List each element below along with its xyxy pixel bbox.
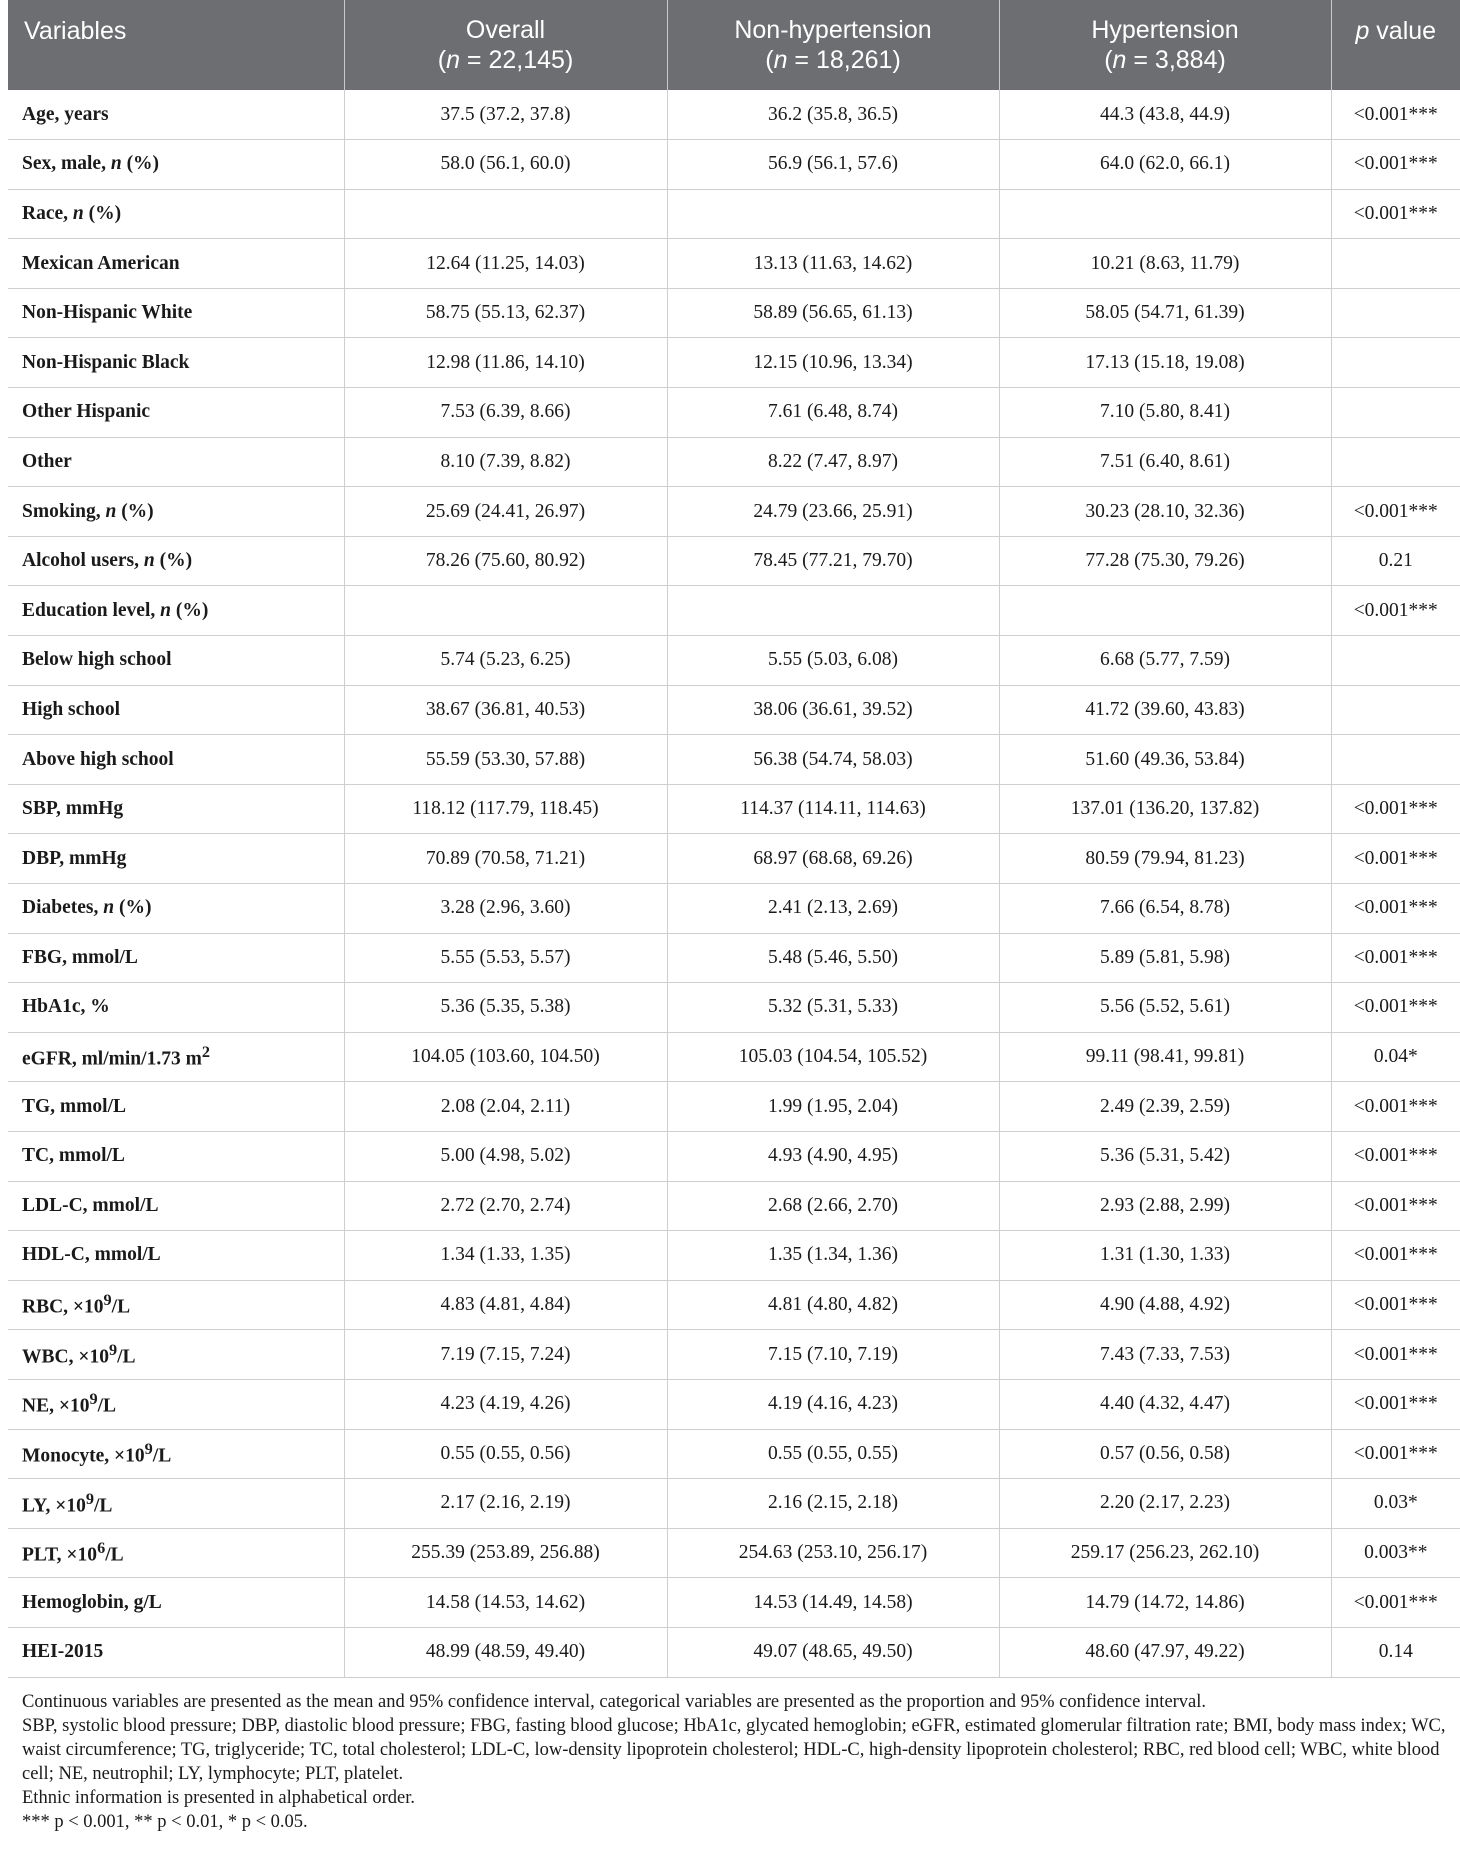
header-p-value: [1331, 0, 1460, 90]
table-row: [8, 1627, 1460, 1677]
cell-non-hypertension: 49.07 (48.65, 49.50): [667, 1627, 999, 1677]
row-label-text: Above high school: [22, 748, 174, 770]
row-label: [8, 536, 344, 586]
table-row: [8, 1131, 1460, 1181]
row-label-text: FBG, mmol/L: [22, 946, 138, 968]
cell-non-hypertension: 56.9 (56.1, 57.6): [667, 140, 999, 190]
cell-overall: 2.08 (2.04, 2.11): [344, 1082, 667, 1132]
row-label: [8, 586, 344, 636]
row-label-text: Smoking,: [22, 500, 106, 522]
row-label: [8, 983, 344, 1033]
cell-non-hypertension: 56.38 (54.74, 58.03): [667, 735, 999, 785]
cell-overall: 5.74 (5.23, 6.25): [344, 636, 667, 686]
cell-non-hypertension: 1.35 (1.34, 1.36): [667, 1231, 999, 1281]
row-label-text: Non-Hispanic Black: [22, 351, 190, 373]
cell-non-hypertension: [667, 189, 999, 239]
row-label-text: LY, ×10: [22, 1495, 86, 1517]
cell-p-value: <0.001***: [1331, 933, 1460, 983]
row-label-text: eGFR, ml/min/1.73 m: [22, 1048, 202, 1070]
cell-hypertension: 99.11 (98.41, 99.81): [999, 1032, 1331, 1082]
cell-non-hypertension: 5.55 (5.03, 6.08): [667, 636, 999, 686]
header-p-rest: value: [1369, 17, 1437, 45]
cell-hypertension: 7.66 (6.54, 8.78): [999, 884, 1331, 934]
cell-overall: 255.39 (253.89, 256.88): [344, 1528, 667, 1578]
footnote: *** p < 0.001, ** p < 0.01, * p < 0.05.: [22, 1811, 308, 1832]
cell-hypertension: 1.31 (1.30, 1.33): [999, 1231, 1331, 1281]
row-label-superscript: 9: [85, 1489, 94, 1508]
cell-overall: 118.12 (117.79, 118.45): [344, 784, 667, 834]
row-label: [8, 933, 344, 983]
cell-non-hypertension: 12.15 (10.96, 13.34): [667, 338, 999, 388]
cell-hypertension: 137.01 (136.20, 137.82): [999, 784, 1331, 834]
cell-overall: 3.28 (2.96, 3.60): [344, 884, 667, 934]
row-label: [8, 338, 344, 388]
cell-p-value: <0.001***: [1331, 90, 1460, 140]
row-label-suffix: (%): [154, 550, 193, 572]
cell-hypertension: 30.23 (28.10, 32.36): [999, 487, 1331, 537]
cell-overall: 4.83 (4.81, 4.84): [344, 1280, 667, 1330]
cell-non-hypertension: 7.15 (7.10, 7.19): [667, 1330, 999, 1380]
row-label: [8, 1578, 344, 1628]
table-row: [8, 437, 1460, 487]
cell-hypertension: 41.72 (39.60, 43.83): [999, 685, 1331, 735]
table-row: [8, 388, 1460, 438]
header-nonhyp-n-label: n: [773, 46, 788, 74]
row-label-text: Below high school: [22, 649, 172, 671]
cell-hypertension: 10.21 (8.63, 11.79): [999, 239, 1331, 289]
cell-hypertension: 2.93 (2.88, 2.99): [999, 1181, 1331, 1231]
table-row: [8, 140, 1460, 190]
table-row: [8, 933, 1460, 983]
row-label-unit: /L: [97, 1395, 117, 1417]
footnote: SBP, systolic blood pressure; DBP, diastolic blood pressure; FBG, fasting blood glucose; HbA1c, glycated hemoglobin; eGFR, estimated glomerular filtration rate; BMI, body mass index; WC, waist circumference; TG, triglyceride; TC, total cholesterol; LDL-C, low-density lipoprotein cholesterol; HDL-C, high-density lipoprotein cholesterol; RBC, red blood cell; WBC, white blood cell; NE, neutrophil; LY, lymphocyte; PLT, platelet.: [22, 1715, 1446, 1784]
row-label: [8, 784, 344, 834]
table-row: [8, 288, 1460, 338]
cell-non-hypertension: 8.22 (7.47, 8.97): [667, 437, 999, 487]
row-label-superscript: 9: [103, 1291, 112, 1310]
cell-hypertension: 80.59 (79.94, 81.23): [999, 834, 1331, 884]
row-label-italic: n: [110, 153, 122, 175]
cell-p-value: [1331, 239, 1460, 289]
row-label-text: Education level,: [22, 599, 161, 621]
cell-overall: [344, 189, 667, 239]
cell-hypertension: 259.17 (256.23, 262.10): [999, 1528, 1331, 1578]
row-label-superscript: 6: [97, 1539, 106, 1558]
cell-p-value: <0.001***: [1331, 834, 1460, 884]
cell-non-hypertension: 4.81 (4.80, 4.82): [667, 1280, 999, 1330]
table-row: [8, 983, 1460, 1033]
row-label-text: Monocyte, ×10: [22, 1445, 145, 1467]
table-row: [8, 487, 1460, 537]
table-footnotes: [8, 1678, 1460, 1834]
cell-p-value: <0.001***: [1331, 487, 1460, 537]
row-label: [8, 1379, 344, 1429]
header-nonhyp-n: (n = 18,261): [765, 46, 901, 74]
row-label-text: RBC, ×10: [22, 1296, 104, 1318]
cell-overall: 48.99 (48.59, 49.40): [344, 1627, 667, 1677]
cell-p-value: [1331, 288, 1460, 338]
cell-non-hypertension: 4.93 (4.90, 4.95): [667, 1131, 999, 1181]
cell-overall: 55.59 (53.30, 57.88): [344, 735, 667, 785]
cell-p-value: [1331, 636, 1460, 686]
row-label-text: SBP, mmHg: [22, 798, 124, 820]
cell-p-value: [1331, 437, 1460, 487]
table-row: [8, 189, 1460, 239]
cell-p-value: <0.001***: [1331, 1429, 1460, 1479]
cell-overall: 5.36 (5.35, 5.38): [344, 983, 667, 1033]
row-label-unit: /L: [94, 1495, 113, 1517]
cell-p-value: 0.03*: [1331, 1479, 1460, 1529]
cell-hypertension: 4.90 (4.88, 4.92): [999, 1280, 1331, 1330]
header-overall-n: (n = 22,145): [437, 46, 574, 74]
cell-overall: 14.58 (14.53, 14.62): [344, 1578, 667, 1628]
row-label-text: Other: [22, 450, 72, 472]
data-table: [8, 0, 1460, 1678]
cell-non-hypertension: 78.45 (77.21, 79.70): [667, 536, 999, 586]
cell-hypertension: 44.3 (43.8, 44.9): [999, 90, 1331, 140]
header-p-label: p: [1355, 17, 1370, 45]
cell-non-hypertension: 38.06 (36.61, 39.52): [667, 685, 999, 735]
cell-non-hypertension: 24.79 (23.66, 25.91): [667, 487, 999, 537]
row-label-text: HDL-C, mmol/L: [22, 1244, 161, 1266]
cell-hypertension: 5.56 (5.52, 5.61): [999, 983, 1331, 1033]
header-nonhyp-n-value: = 18,261: [787, 46, 893, 74]
cell-hypertension: 51.60 (49.36, 53.84): [999, 735, 1331, 785]
cell-p-value: <0.001***: [1331, 1181, 1460, 1231]
cell-non-hypertension: 5.48 (5.46, 5.50): [667, 933, 999, 983]
cell-hypertension: 5.36 (5.31, 5.42): [999, 1131, 1331, 1181]
cell-hypertension: 2.49 (2.39, 2.59): [999, 1082, 1331, 1132]
row-label: [8, 437, 344, 487]
row-label-suffix: (%): [116, 500, 154, 522]
cell-hypertension: 48.60 (47.97, 49.22): [999, 1627, 1331, 1677]
row-label: [8, 140, 344, 190]
cell-overall: 37.5 (37.2, 37.8): [344, 90, 667, 140]
row-label-superscript: 9: [89, 1390, 98, 1409]
row-label-text: Hemoglobin, g/L: [22, 1591, 162, 1613]
header-overall-n-label: n: [446, 46, 460, 74]
cell-hypertension: 2.20 (2.17, 2.23): [999, 1479, 1331, 1529]
table-row: [8, 884, 1460, 934]
cell-overall: 58.0 (56.1, 60.0): [344, 140, 667, 190]
cell-hypertension: 6.68 (5.77, 7.59): [999, 636, 1331, 686]
footnote: Ethnic information is presented in alphabetical order.: [22, 1787, 415, 1808]
header-hyp-n: (n = 3,884): [1104, 46, 1226, 74]
cell-p-value: <0.001***: [1331, 1131, 1460, 1181]
cell-hypertension: 4.40 (4.32, 4.47): [999, 1379, 1331, 1429]
cell-hypertension: 17.13 (15.18, 19.08): [999, 338, 1331, 388]
cell-non-hypertension: 2.68 (2.66, 2.70): [667, 1181, 999, 1231]
row-label-italic: n: [160, 599, 171, 621]
header-hyp-n-label: n: [1112, 46, 1127, 74]
cell-overall: 4.23 (4.19, 4.26): [344, 1379, 667, 1429]
cell-overall: 70.89 (70.58, 71.21): [344, 834, 667, 884]
row-label: [8, 834, 344, 884]
row-label: [8, 1429, 344, 1479]
row-label: [8, 685, 344, 735]
cell-hypertension: 14.79 (14.72, 14.86): [999, 1578, 1331, 1628]
table-row: [8, 586, 1460, 636]
cell-p-value: <0.001***: [1331, 983, 1460, 1033]
row-label-italic: n: [143, 550, 155, 572]
row-label-text: Non-Hispanic White: [22, 302, 193, 324]
row-label-text: TC, mmol/L: [22, 1145, 125, 1167]
cell-overall: 7.19 (7.15, 7.24): [344, 1330, 667, 1380]
cell-overall: 104.05 (103.60, 104.50): [344, 1032, 667, 1082]
cell-non-hypertension: 254.63 (253.10, 256.17): [667, 1528, 999, 1578]
cell-p-value: <0.001***: [1331, 140, 1460, 190]
cell-hypertension: [999, 586, 1331, 636]
header-overall-title: Overall: [465, 16, 546, 44]
row-label: [8, 1032, 344, 1082]
table-row: [8, 536, 1460, 586]
row-label-text: HbA1c, %: [22, 996, 110, 1018]
table-row: [8, 685, 1460, 735]
cell-overall: 38.67 (36.81, 40.53): [344, 685, 667, 735]
row-label: [8, 884, 344, 934]
cell-hypertension: 0.57 (0.56, 0.58): [999, 1429, 1331, 1479]
row-label-italic: n: [105, 500, 117, 522]
row-label-suffix: (%): [121, 153, 160, 175]
row-label: [8, 90, 344, 140]
cell-p-value: <0.001***: [1331, 1280, 1460, 1330]
cell-overall: 8.10 (7.39, 8.82): [344, 437, 667, 487]
row-label: [8, 388, 344, 438]
cell-non-hypertension: 5.32 (5.31, 5.33): [667, 983, 999, 1033]
cell-non-hypertension: 0.55 (0.55, 0.55): [667, 1429, 999, 1479]
cell-p-value: <0.001***: [1331, 586, 1460, 636]
header-nonhyp: [667, 0, 999, 90]
cell-p-value: <0.001***: [1331, 884, 1460, 934]
row-label: [8, 189, 344, 239]
row-label-unit: /L: [111, 1296, 131, 1318]
cell-overall: 0.55 (0.55, 0.56): [344, 1429, 667, 1479]
row-label: [8, 1528, 344, 1578]
header-hyp-title: Hypertension: [1091, 16, 1239, 44]
cell-hypertension: 7.10 (5.80, 8.41): [999, 388, 1331, 438]
cell-p-value: 0.14: [1331, 1627, 1460, 1677]
header-row: [8, 0, 1460, 90]
table-row: [8, 1528, 1460, 1578]
cell-p-value: <0.001***: [1331, 1330, 1460, 1380]
table-row: [8, 834, 1460, 884]
table-container: [8, 0, 1460, 1834]
row-label-text: LDL-C, mmol/L: [22, 1194, 159, 1216]
cell-hypertension: 7.43 (7.33, 7.53): [999, 1330, 1331, 1380]
row-label-suffix: (%): [114, 897, 152, 919]
table-row: [8, 1032, 1460, 1082]
table-row: [8, 239, 1460, 289]
row-label-superscript: 9: [144, 1440, 153, 1459]
cell-p-value: [1331, 735, 1460, 785]
cell-non-hypertension: 68.97 (68.68, 69.26): [667, 834, 999, 884]
table-row: [8, 90, 1460, 140]
header-overall-n-value: = 22,145: [459, 46, 565, 74]
cell-p-value: 0.21: [1331, 536, 1460, 586]
row-label: [8, 1231, 344, 1281]
row-label-text: Age, years: [22, 103, 109, 125]
row-label-text: High school: [22, 698, 121, 720]
cell-overall: 1.34 (1.33, 1.35): [344, 1231, 667, 1281]
table-row: [8, 1379, 1460, 1429]
cell-p-value: [1331, 388, 1460, 438]
cell-non-hypertension: 1.99 (1.95, 2.04): [667, 1082, 999, 1132]
header-hyp: [999, 0, 1331, 90]
row-label-text: Sex, male,: [22, 153, 111, 175]
row-label: [8, 1181, 344, 1231]
row-label-text: PLT, ×10: [22, 1544, 98, 1566]
row-label: [8, 1330, 344, 1380]
row-label-superscript: 2: [201, 1043, 210, 1062]
cell-overall: 5.00 (4.98, 5.02): [344, 1131, 667, 1181]
cell-overall: 2.72 (2.70, 2.74): [344, 1181, 667, 1231]
header-nonhyp-title: Non-hypertension: [734, 16, 932, 44]
cell-p-value: <0.001***: [1331, 1231, 1460, 1281]
cell-non-hypertension: 114.37 (114.11, 114.63): [667, 784, 999, 834]
header-overall: [344, 0, 667, 90]
row-label-text: Alcohol users,: [22, 550, 144, 572]
row-label-text: WBC, ×10: [22, 1346, 109, 1368]
row-label-superscript: 9: [108, 1340, 118, 1359]
row-label: [8, 735, 344, 785]
cell-overall: 5.55 (5.53, 5.57): [344, 933, 667, 983]
row-label-text: Diabetes,: [22, 897, 104, 919]
cell-overall: 2.17 (2.16, 2.19): [344, 1479, 667, 1529]
table-row: [8, 636, 1460, 686]
cell-non-hypertension: 4.19 (4.16, 4.23): [667, 1379, 999, 1429]
cell-hypertension: [999, 189, 1331, 239]
cell-non-hypertension: [667, 586, 999, 636]
row-label-text: TG, mmol/L: [22, 1095, 127, 1117]
cell-hypertension: 77.28 (75.30, 79.26): [999, 536, 1331, 586]
cell-overall: 78.26 (75.60, 80.92): [344, 536, 667, 586]
cell-p-value: <0.001***: [1331, 189, 1460, 239]
row-label-text: Mexican American: [22, 252, 180, 274]
table-row: [8, 1578, 1460, 1628]
table-row: [8, 735, 1460, 785]
cell-p-value: [1331, 685, 1460, 735]
table-row: [8, 1429, 1460, 1479]
row-label: [8, 1082, 344, 1132]
row-label: [8, 288, 344, 338]
cell-overall: 12.98 (11.86, 14.10): [344, 338, 667, 388]
cell-overall: 58.75 (55.13, 62.37): [344, 288, 667, 338]
row-label: [8, 1479, 344, 1529]
row-label-unit: /L: [105, 1544, 124, 1566]
cell-non-hypertension: 2.41 (2.13, 2.69): [667, 884, 999, 934]
row-label-italic: n: [103, 897, 115, 919]
cell-p-value: <0.001***: [1331, 784, 1460, 834]
cell-overall: 12.64 (11.25, 14.03): [344, 239, 667, 289]
row-label-italic: n: [72, 202, 84, 224]
cell-p-value: [1331, 338, 1460, 388]
row-label-text: NE, ×10: [22, 1395, 90, 1417]
row-label-text: Other Hispanic: [22, 401, 151, 423]
row-label: [8, 1627, 344, 1677]
row-label-suffix: (%): [83, 202, 122, 224]
row-label: [8, 636, 344, 686]
cell-overall: [344, 586, 667, 636]
row-label: [8, 239, 344, 289]
row-label-suffix: (%): [171, 599, 209, 621]
cell-non-hypertension: 2.16 (2.15, 2.18): [667, 1479, 999, 1529]
cell-p-value: <0.001***: [1331, 1578, 1460, 1628]
cell-non-hypertension: 7.61 (6.48, 8.74): [667, 388, 999, 438]
cell-p-value: <0.001***: [1331, 1379, 1460, 1429]
cell-p-value: 0.04*: [1331, 1032, 1460, 1082]
table-row: [8, 1479, 1460, 1529]
cell-overall: 25.69 (24.41, 26.97): [344, 487, 667, 537]
row-label-unit: /L: [117, 1346, 136, 1368]
table-row: [8, 1181, 1460, 1231]
table-row: [8, 784, 1460, 834]
cell-overall: 7.53 (6.39, 8.66): [344, 388, 667, 438]
cell-non-hypertension: 36.2 (35.8, 36.5): [667, 90, 999, 140]
row-label-text: HEI-2015: [22, 1641, 104, 1663]
row-label: [8, 1280, 344, 1330]
header-hyp-n-value: = 3,884: [1126, 46, 1218, 74]
header-variables: Variables: [8, 0, 344, 90]
cell-p-value: 0.003**: [1331, 1528, 1460, 1578]
row-label-unit: /L: [152, 1445, 172, 1467]
table-row: [8, 1330, 1460, 1380]
cell-hypertension: 64.0 (62.0, 66.1): [999, 140, 1331, 190]
cell-non-hypertension: 58.89 (56.65, 61.13): [667, 288, 999, 338]
table-row: [8, 1082, 1460, 1132]
row-label: [8, 1131, 344, 1181]
cell-hypertension: 7.51 (6.40, 8.61): [999, 437, 1331, 487]
table-row: [8, 338, 1460, 388]
row-label-text: DBP, mmHg: [22, 847, 127, 869]
row-label: [8, 487, 344, 537]
table-body: [8, 90, 1460, 1677]
table-row: [8, 1231, 1460, 1281]
cell-hypertension: 5.89 (5.81, 5.98): [999, 933, 1331, 983]
row-label-text: Race,: [22, 202, 73, 224]
table-row: [8, 1280, 1460, 1330]
cell-non-hypertension: 14.53 (14.49, 14.58): [667, 1578, 999, 1628]
cell-non-hypertension: 105.03 (104.54, 105.52): [667, 1032, 999, 1082]
cell-p-value: <0.001***: [1331, 1082, 1460, 1132]
footnote: Continuous variables are presented as the mean and 95% confidence interval, categorical variables are presented as the proportion and 95% confidence interval.: [22, 1691, 1207, 1712]
cell-non-hypertension: 13.13 (11.63, 14.62): [667, 239, 999, 289]
cell-hypertension: 58.05 (54.71, 61.39): [999, 288, 1331, 338]
